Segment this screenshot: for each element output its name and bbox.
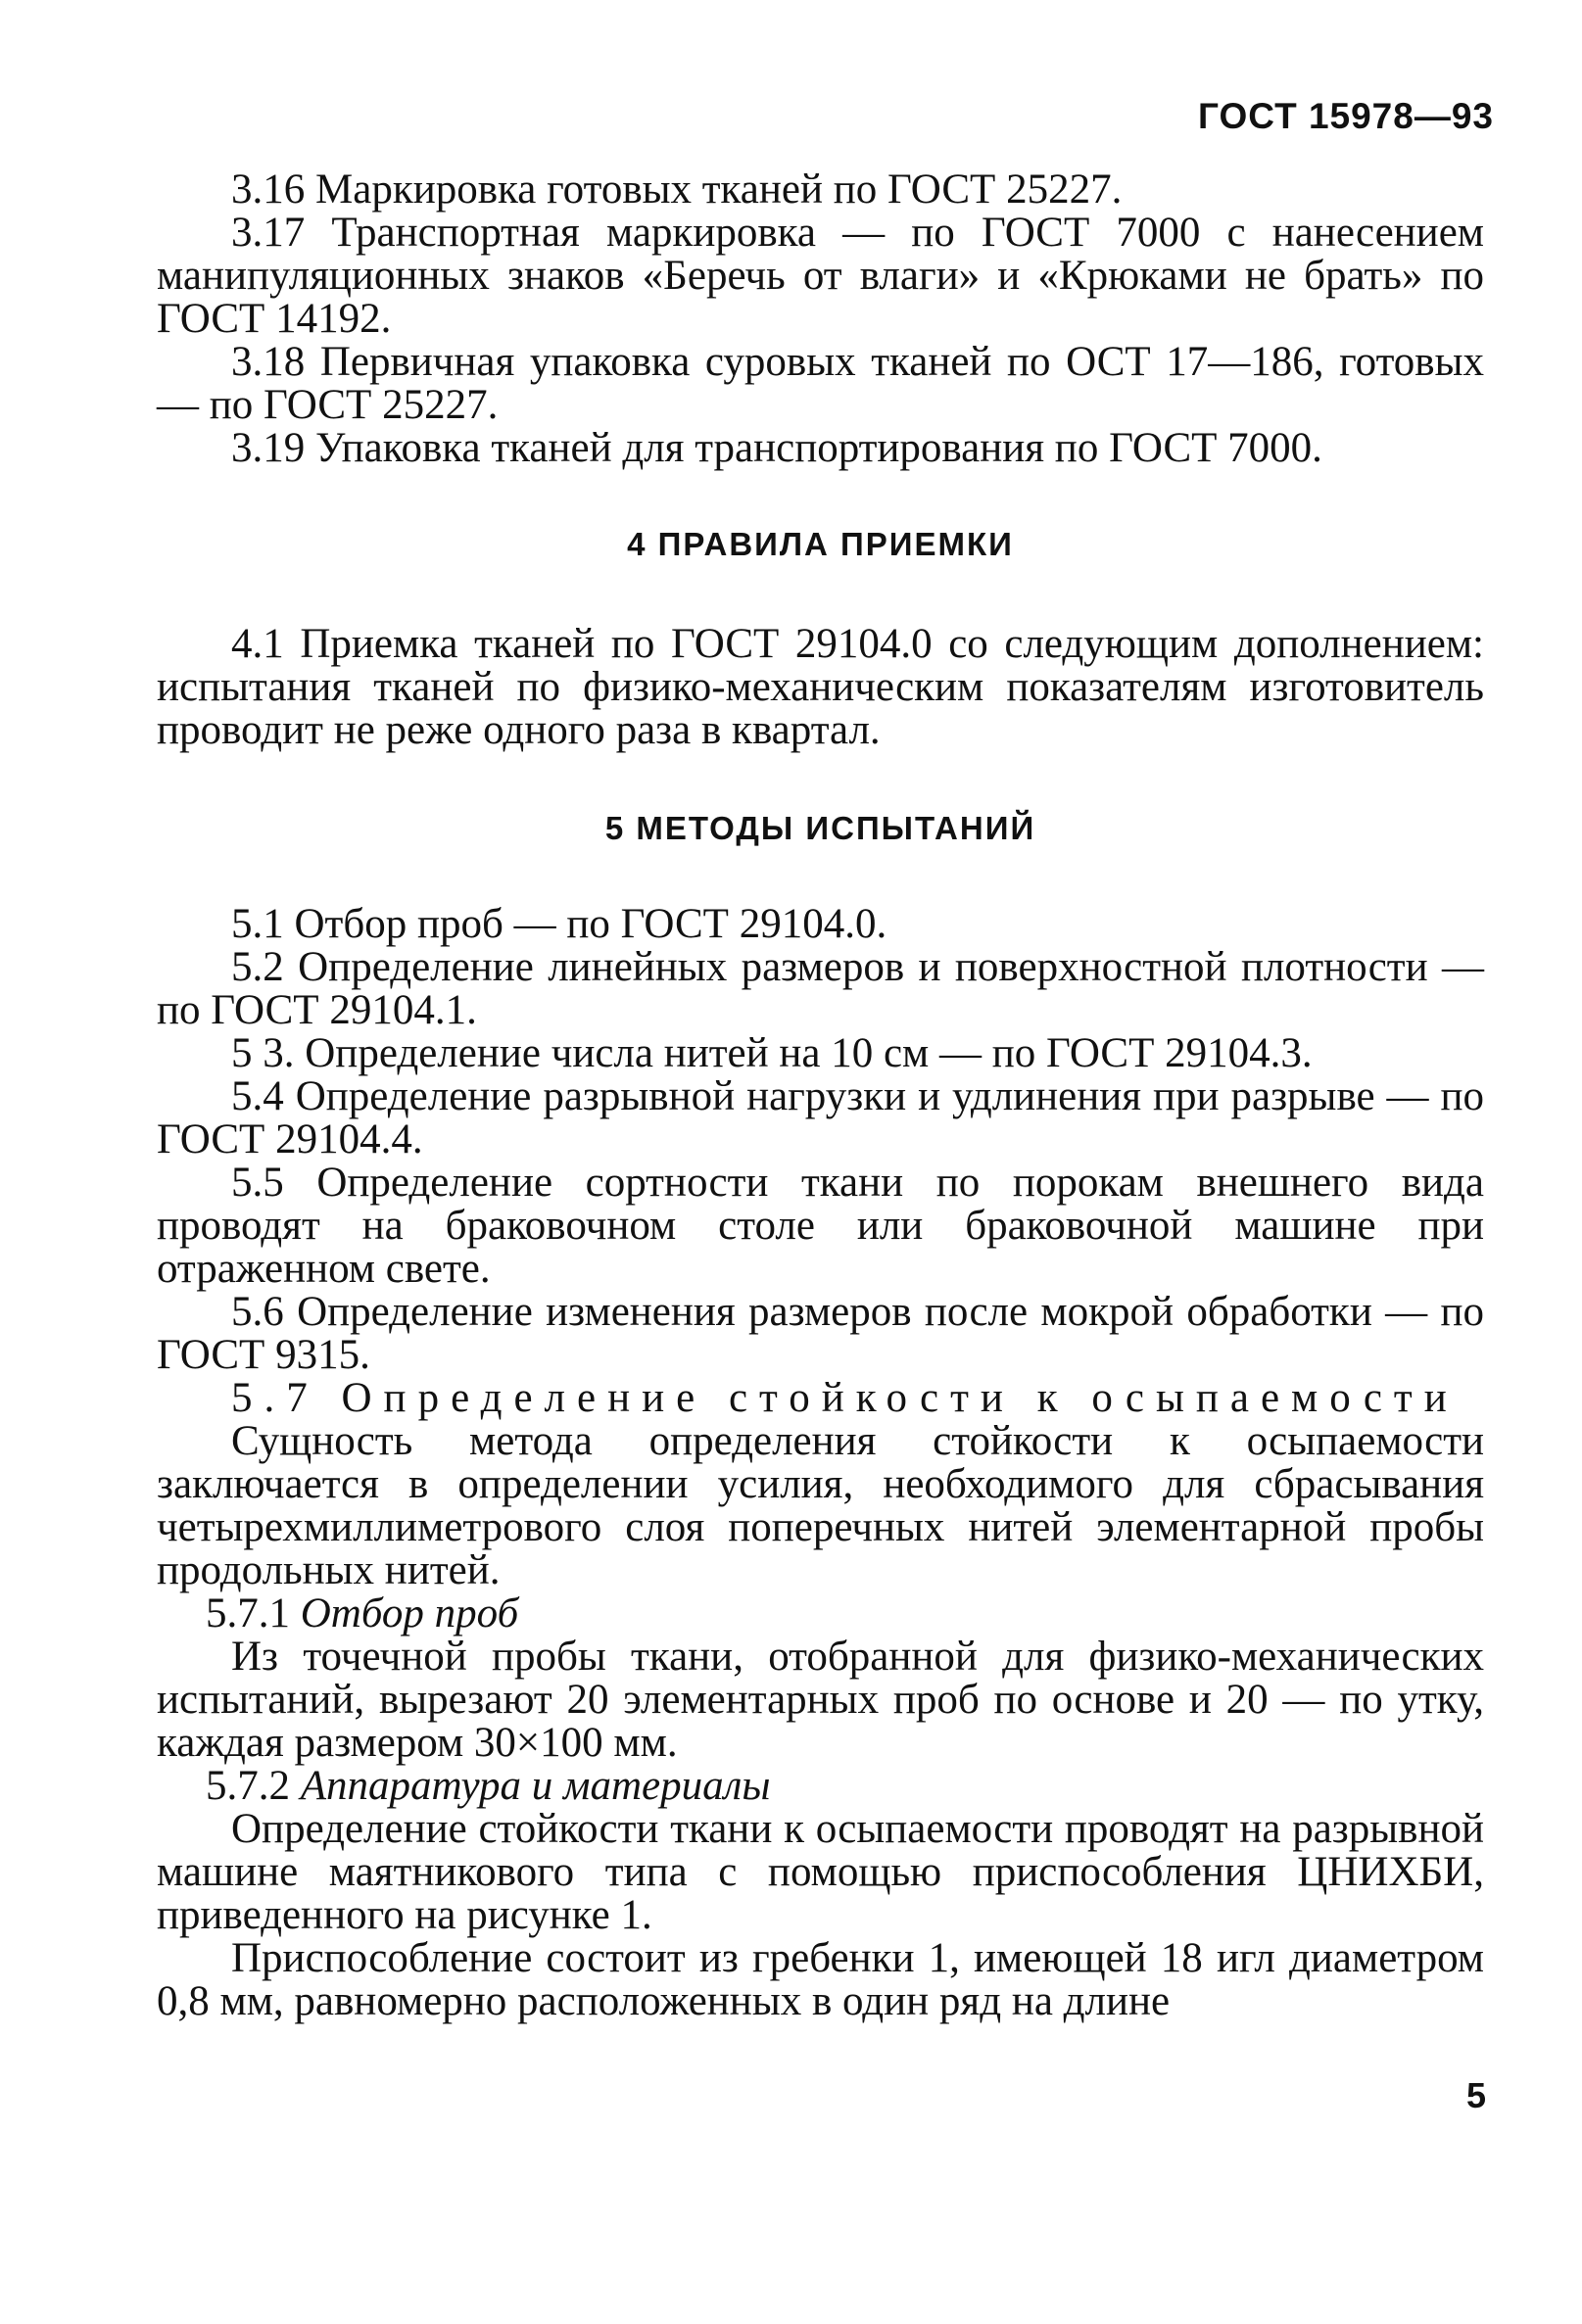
- clause-3-17: 3.17 Транспортная маркировка — по ГОСТ 7000 с нанесением манипуляционных знаков «Беречь от влаги» и «Крюками не брать» по ГОСТ 14192.: [157, 210, 1484, 342]
- clause-4-1: 4.1 Приемка тканей по ГОСТ 29104.0 со следующим дополнением: испытания тканей по физико-механическим показателям изготовитель проводит не реже одного раза в квартал.: [157, 621, 1484, 753]
- clause-5-4: 5.4 Определение разрывной нагрузки и удлинения при разрыве — по ГОСТ 29104.4.: [157, 1073, 1484, 1162]
- clause-5-7-2-number: 5.7.2: [206, 1763, 290, 1809]
- clause-5-3: 5 3. Определение числа нитей на 10 см — по ГОСТ 29104.3.: [231, 1030, 1313, 1076]
- clause-5-6: 5.6 Определение изменения размеров после мокрой обработки — по ГОСТ 9315.: [157, 1289, 1484, 1378]
- clause-5-7-title: 5.7 Определение стойкости к осыпаемости: [231, 1375, 1459, 1421]
- document-body: [157, 168, 1484, 2023]
- clause-5-7-1-heading: [157, 1592, 1484, 1636]
- clause-3-16: 3.16 Маркировка готовых тканей по ГОСТ 25227.: [231, 166, 1123, 213]
- clause-3-18: 3.18 Первичная упаковка суровых тканей по ОСТ 17—186, готовых — по ГОСТ 25227.: [157, 339, 1484, 428]
- clause-5-7-2-text-continued: Приспособление состоит из гребенки 1, имеющей 18 игл диаметром 0,8 мм, равномерно расположенных в один ряд на длине: [157, 1935, 1484, 2024]
- clause-3-19: 3.19 Упаковка тканей для транспортирования по ГОСТ 7000.: [231, 425, 1322, 471]
- clause-5-7-1-text: Из точечной пробы ткани, отобранной для физико-механических испытаний, вырезают 20 элементарных проб по основе и 20 — по утку, каждая размером 30×100 мм.: [157, 1634, 1484, 1766]
- section-4-heading: 4 ПРАВИЛА ПРИЕМКИ: [627, 526, 1014, 562]
- section-5-heading: 5 МЕТОДЫ ИСПЫТАНИЙ: [604, 810, 1036, 846]
- page-number: 5: [1465, 2075, 1486, 2115]
- clause-5-7-2-text: Определение стойкости ткани к осыпаемости проводят на разрывной машине маятникового типа с помощью приспособления ЦНИХБИ, приведенного на рисунке 1.: [157, 1806, 1484, 1938]
- clause-5-1: 5.1 Отбор проб — по ГОСТ 29104.0.: [231, 901, 887, 947]
- clause-5-7-1-title: Отбор проб: [300, 1590, 519, 1636]
- standard-number-header: ГОСТ 15978—93: [1198, 96, 1494, 136]
- clause-5-7-2-title: Аппаратура и материалы: [300, 1763, 771, 1809]
- clause-5-2: 5.2 Определение линейных размеров и поверхностной плотности — по ГОСТ 29104.1.: [157, 944, 1484, 1033]
- clause-5-7-2-heading: [157, 1765, 1484, 1808]
- clause-5-7-1-number: 5.7.1: [206, 1590, 290, 1636]
- clause-5-5: 5.5 Определение сортности ткани по порокам внешнего вида проводят на браковочном столе или браковочной машине при отраженном свете.: [157, 1160, 1484, 1292]
- clause-5-7-text: Сущность метода определения стойкости к осыпаемости заключается в определении усилия, необходимого для сбрасывания четырехмиллиметрового слоя поперечных нитей элементарной пробы продольных нитей.: [157, 1418, 1484, 1593]
